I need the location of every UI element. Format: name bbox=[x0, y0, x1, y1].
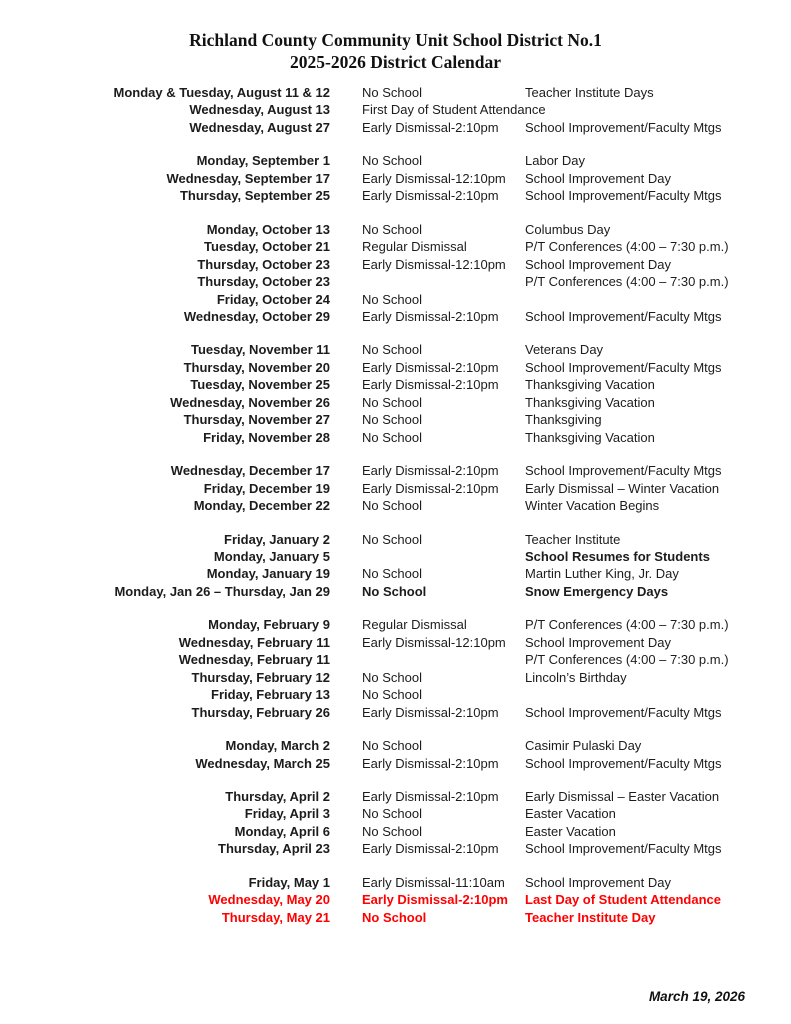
calendar-row bbox=[43, 548, 751, 565]
row-event: School Resumes for Students bbox=[525, 548, 710, 564]
row-event: Veterans Day bbox=[525, 342, 604, 358]
month-group bbox=[43, 221, 751, 326]
row-dismissal: First Day of Student Attendance bbox=[362, 102, 546, 118]
row-dismissal: No School bbox=[362, 531, 422, 547]
calendar-row bbox=[43, 101, 751, 118]
row-date: Monday, February 9 bbox=[208, 617, 330, 633]
calendar-row bbox=[43, 634, 751, 651]
month-group bbox=[43, 531, 751, 601]
calendar-row bbox=[43, 429, 751, 446]
calendar-subtitle: 2025-2026 District Calendar bbox=[290, 52, 501, 72]
calendar-row bbox=[43, 874, 751, 891]
calendar-row bbox=[43, 909, 751, 926]
row-event: School Improvement/Faculty Mtgs bbox=[525, 359, 722, 375]
row-event: School Improvement/Faculty Mtgs bbox=[525, 463, 722, 479]
row-event: School Improvement Day bbox=[525, 170, 671, 186]
row-date: Wednesday, May 20 bbox=[208, 892, 330, 908]
row-event: School Improvement/Faculty Mtgs bbox=[525, 841, 722, 857]
month-group bbox=[43, 874, 751, 926]
row-date: Friday, October 24 bbox=[216, 291, 330, 307]
calendar-row bbox=[43, 84, 751, 101]
row-event: School Improvement Day bbox=[525, 634, 671, 650]
calendar-row bbox=[43, 308, 751, 325]
row-date: Wednesday, August 13 bbox=[189, 102, 330, 118]
row-dismissal: No School bbox=[362, 583, 427, 599]
row-dismissal: Regular Dismissal bbox=[362, 617, 467, 633]
row-dismissal: Early Dismissal-2:10pm bbox=[362, 359, 499, 375]
row-date: Thursday, November 27 bbox=[183, 412, 330, 428]
calendar-row bbox=[43, 221, 751, 238]
row-event: Snow Emergency Days bbox=[525, 583, 669, 599]
calendar-row bbox=[43, 891, 751, 908]
calendar-row bbox=[43, 411, 751, 428]
row-dismissal: Early Dismissal-2:10pm bbox=[362, 480, 499, 496]
revision-date: March 19, 2026 bbox=[648, 989, 745, 1004]
row-dismissal: No School bbox=[362, 566, 422, 582]
calendar-row bbox=[43, 394, 751, 411]
calendar-row bbox=[43, 531, 751, 548]
calendar-row bbox=[43, 565, 751, 582]
calendar-row bbox=[43, 788, 751, 805]
row-event: Columbus Day bbox=[525, 221, 611, 237]
row-event: P/T Conferences (4:00 – 7:30 p.m.) bbox=[525, 274, 729, 290]
calendar-row bbox=[43, 737, 751, 754]
calendar-row bbox=[43, 462, 751, 479]
row-event: Teacher Institute Day bbox=[525, 909, 656, 925]
row-date: Thursday, October 23 bbox=[197, 274, 330, 290]
month-group bbox=[43, 788, 751, 858]
row-dismissal: No School bbox=[362, 669, 422, 685]
row-event: School Improvement/Faculty Mtgs bbox=[525, 188, 722, 204]
month-group bbox=[43, 152, 751, 204]
row-event: P/T Conferences (4:00 – 7:30 p.m.) bbox=[525, 239, 729, 255]
calendar-row bbox=[43, 616, 751, 633]
row-dismissal: Regular Dismissal bbox=[362, 239, 467, 255]
row-dismissal: No School bbox=[362, 806, 422, 822]
row-dismissal: Early Dismissal-12:10pm bbox=[362, 256, 506, 272]
row-dismissal: Early Dismissal-2:10pm bbox=[362, 377, 499, 393]
row-date: Thursday, November 20 bbox=[183, 359, 330, 375]
document-header bbox=[0, 0, 791, 73]
calendar-row bbox=[43, 170, 751, 187]
row-event: School Improvement/Faculty Mtgs bbox=[525, 755, 722, 771]
row-dismissal: No School bbox=[362, 221, 422, 237]
row-event: Lincoln’s Birthday bbox=[525, 669, 627, 685]
row-dismissal: No School bbox=[362, 153, 422, 169]
row-date: Monday, October 13 bbox=[206, 221, 330, 237]
calendar-row bbox=[43, 686, 751, 703]
row-date: Friday, April 3 bbox=[244, 806, 330, 822]
row-event: Early Dismissal – Easter Vacation bbox=[525, 788, 720, 804]
row-date: Thursday, May 21 bbox=[221, 909, 330, 925]
row-date: Wednesday, September 17 bbox=[166, 170, 330, 186]
row-date: Monday, January 19 bbox=[206, 566, 330, 582]
calendar-row bbox=[43, 651, 751, 668]
row-event: School Improvement/Faculty Mtgs bbox=[525, 704, 722, 720]
row-date: Monday, March 2 bbox=[225, 738, 330, 754]
month-group bbox=[43, 462, 751, 514]
row-dismissal: No School bbox=[362, 394, 422, 410]
row-dismissal: No School bbox=[362, 687, 422, 703]
month-group bbox=[43, 737, 751, 772]
row-event: Labor Day bbox=[525, 153, 585, 169]
row-event: P/T Conferences (4:00 – 7:30 p.m.) bbox=[525, 617, 729, 633]
calendar-row bbox=[43, 273, 751, 290]
row-date: Wednesday, February 11 bbox=[178, 634, 330, 650]
calendar-row bbox=[43, 497, 751, 514]
calendar-row bbox=[43, 291, 751, 308]
row-date: Thursday, February 12 bbox=[191, 669, 330, 685]
row-event: P/T Conferences (4:00 – 7:30 p.m.) bbox=[525, 652, 729, 668]
calendar-row bbox=[43, 583, 751, 600]
month-group bbox=[43, 341, 751, 446]
row-date: Thursday, October 23 bbox=[197, 256, 330, 272]
row-date: Thursday, February 26 bbox=[191, 704, 330, 720]
row-date: Friday, May 1 bbox=[248, 874, 330, 890]
calendar-row bbox=[43, 805, 751, 822]
row-date: Monday, December 22 bbox=[193, 498, 330, 514]
row-date: Friday, November 28 bbox=[203, 429, 330, 445]
calendar-row bbox=[43, 152, 751, 169]
calendar-row bbox=[43, 119, 751, 136]
row-date: Thursday, April 2 bbox=[225, 788, 330, 804]
row-dismissal: Early Dismissal-2:10pm bbox=[362, 755, 499, 771]
calendar-row bbox=[43, 823, 751, 840]
row-date: Tuesday, November 25 bbox=[190, 377, 330, 393]
row-date: Wednesday, November 26 bbox=[170, 394, 330, 410]
row-dismissal: Early Dismissal-2:10pm bbox=[362, 119, 499, 135]
row-dismissal: No School bbox=[362, 823, 422, 839]
calendar-row bbox=[43, 238, 751, 255]
row-dismissal: Early Dismissal-2:10pm bbox=[362, 308, 499, 324]
row-dismissal: Early Dismissal-2:10pm bbox=[362, 463, 499, 479]
month-group bbox=[43, 616, 751, 721]
row-dismissal: Early Dismissal-2:10pm bbox=[362, 892, 508, 908]
row-event: School Improvement Day bbox=[525, 256, 671, 272]
calendar-row bbox=[43, 704, 751, 721]
row-event: Easter Vacation bbox=[525, 806, 616, 822]
calendar-row bbox=[43, 480, 751, 497]
row-dismissal: No School bbox=[362, 498, 422, 514]
row-dismissal: Early Dismissal-2:10pm bbox=[362, 188, 499, 204]
row-dismissal: Early Dismissal-12:10pm bbox=[362, 634, 506, 650]
calendar-row bbox=[43, 341, 751, 358]
row-event: Thanksgiving bbox=[525, 412, 602, 428]
calendar-row bbox=[43, 669, 751, 686]
row-event: Thanksgiving Vacation bbox=[525, 377, 655, 393]
row-date: Monday & Tuesday, August 11 & 12 bbox=[113, 85, 330, 100]
row-date: Thursday, September 25 bbox=[179, 188, 330, 204]
row-date: Friday, February 13 bbox=[211, 687, 330, 703]
calendar-row bbox=[43, 376, 751, 393]
row-date: Monday, April 6 bbox=[234, 823, 330, 839]
row-dismissal: Early Dismissal-11:10am bbox=[362, 874, 505, 890]
row-event: Teacher Institute bbox=[525, 531, 621, 547]
row-dismissal: Early Dismissal-2:10pm bbox=[362, 788, 499, 804]
row-date: Monday, September 1 bbox=[196, 153, 330, 169]
calendar-row bbox=[43, 256, 751, 273]
row-date: Tuesday, November 11 bbox=[191, 342, 330, 358]
row-dismissal: No School bbox=[362, 738, 422, 754]
row-event: School Improvement/Faculty Mtgs bbox=[525, 119, 722, 135]
row-date: Wednesday, February 11 bbox=[178, 652, 330, 668]
row-dismissal: No School bbox=[362, 429, 422, 445]
calendar-row bbox=[43, 359, 751, 376]
row-event: Last Day of Student Attendance bbox=[525, 892, 721, 908]
row-event: Early Dismissal – Winter Vacation bbox=[525, 480, 720, 496]
row-event: Thanksgiving Vacation bbox=[525, 429, 655, 445]
row-date: Wednesday, October 29 bbox=[183, 308, 330, 324]
month-group bbox=[43, 84, 751, 136]
calendar-row bbox=[43, 187, 751, 204]
row-date: Wednesday, December 17 bbox=[170, 463, 330, 479]
row-event: Martin Luther King, Jr. Day bbox=[525, 566, 679, 582]
row-dismissal: No School bbox=[362, 342, 422, 358]
calendar-row bbox=[43, 840, 751, 857]
row-date: Monday, Jan 26 – Thursday, Jan 29 bbox=[114, 583, 330, 599]
row-date: Wednesday, March 25 bbox=[195, 755, 330, 771]
row-event: Casimir Pulaski Day bbox=[525, 738, 642, 754]
row-event: Thanksgiving Vacation bbox=[525, 394, 655, 410]
row-dismissal: No School bbox=[362, 85, 422, 100]
row-dismissal: Early Dismissal-2:10pm bbox=[362, 841, 499, 857]
row-event: Winter Vacation Begins bbox=[525, 498, 660, 514]
row-event: Easter Vacation bbox=[525, 823, 616, 839]
row-date: Friday, January 2 bbox=[224, 531, 330, 547]
calendar-body bbox=[0, 84, 791, 926]
row-dismissal: No School bbox=[362, 291, 422, 307]
district-title: Richland County Community Unit School District No.1 bbox=[189, 30, 602, 50]
row-date: Tuesday, October 21 bbox=[204, 239, 330, 255]
calendar-row bbox=[43, 755, 751, 772]
row-date: Thursday, April 23 bbox=[218, 841, 330, 857]
row-dismissal: Early Dismissal-2:10pm bbox=[362, 704, 499, 720]
row-dismissal: No School bbox=[362, 909, 427, 925]
row-event: Teacher Institute Days bbox=[525, 85, 654, 100]
row-date: Friday, December 19 bbox=[203, 480, 330, 496]
row-dismissal: No School bbox=[362, 412, 422, 428]
row-date: Monday, January 5 bbox=[213, 548, 330, 564]
row-event: School Improvement/Faculty Mtgs bbox=[525, 308, 722, 324]
row-event: School Improvement Day bbox=[525, 874, 671, 890]
row-date: Wednesday, August 27 bbox=[189, 119, 330, 135]
row-dismissal: Early Dismissal-12:10pm bbox=[362, 170, 506, 186]
